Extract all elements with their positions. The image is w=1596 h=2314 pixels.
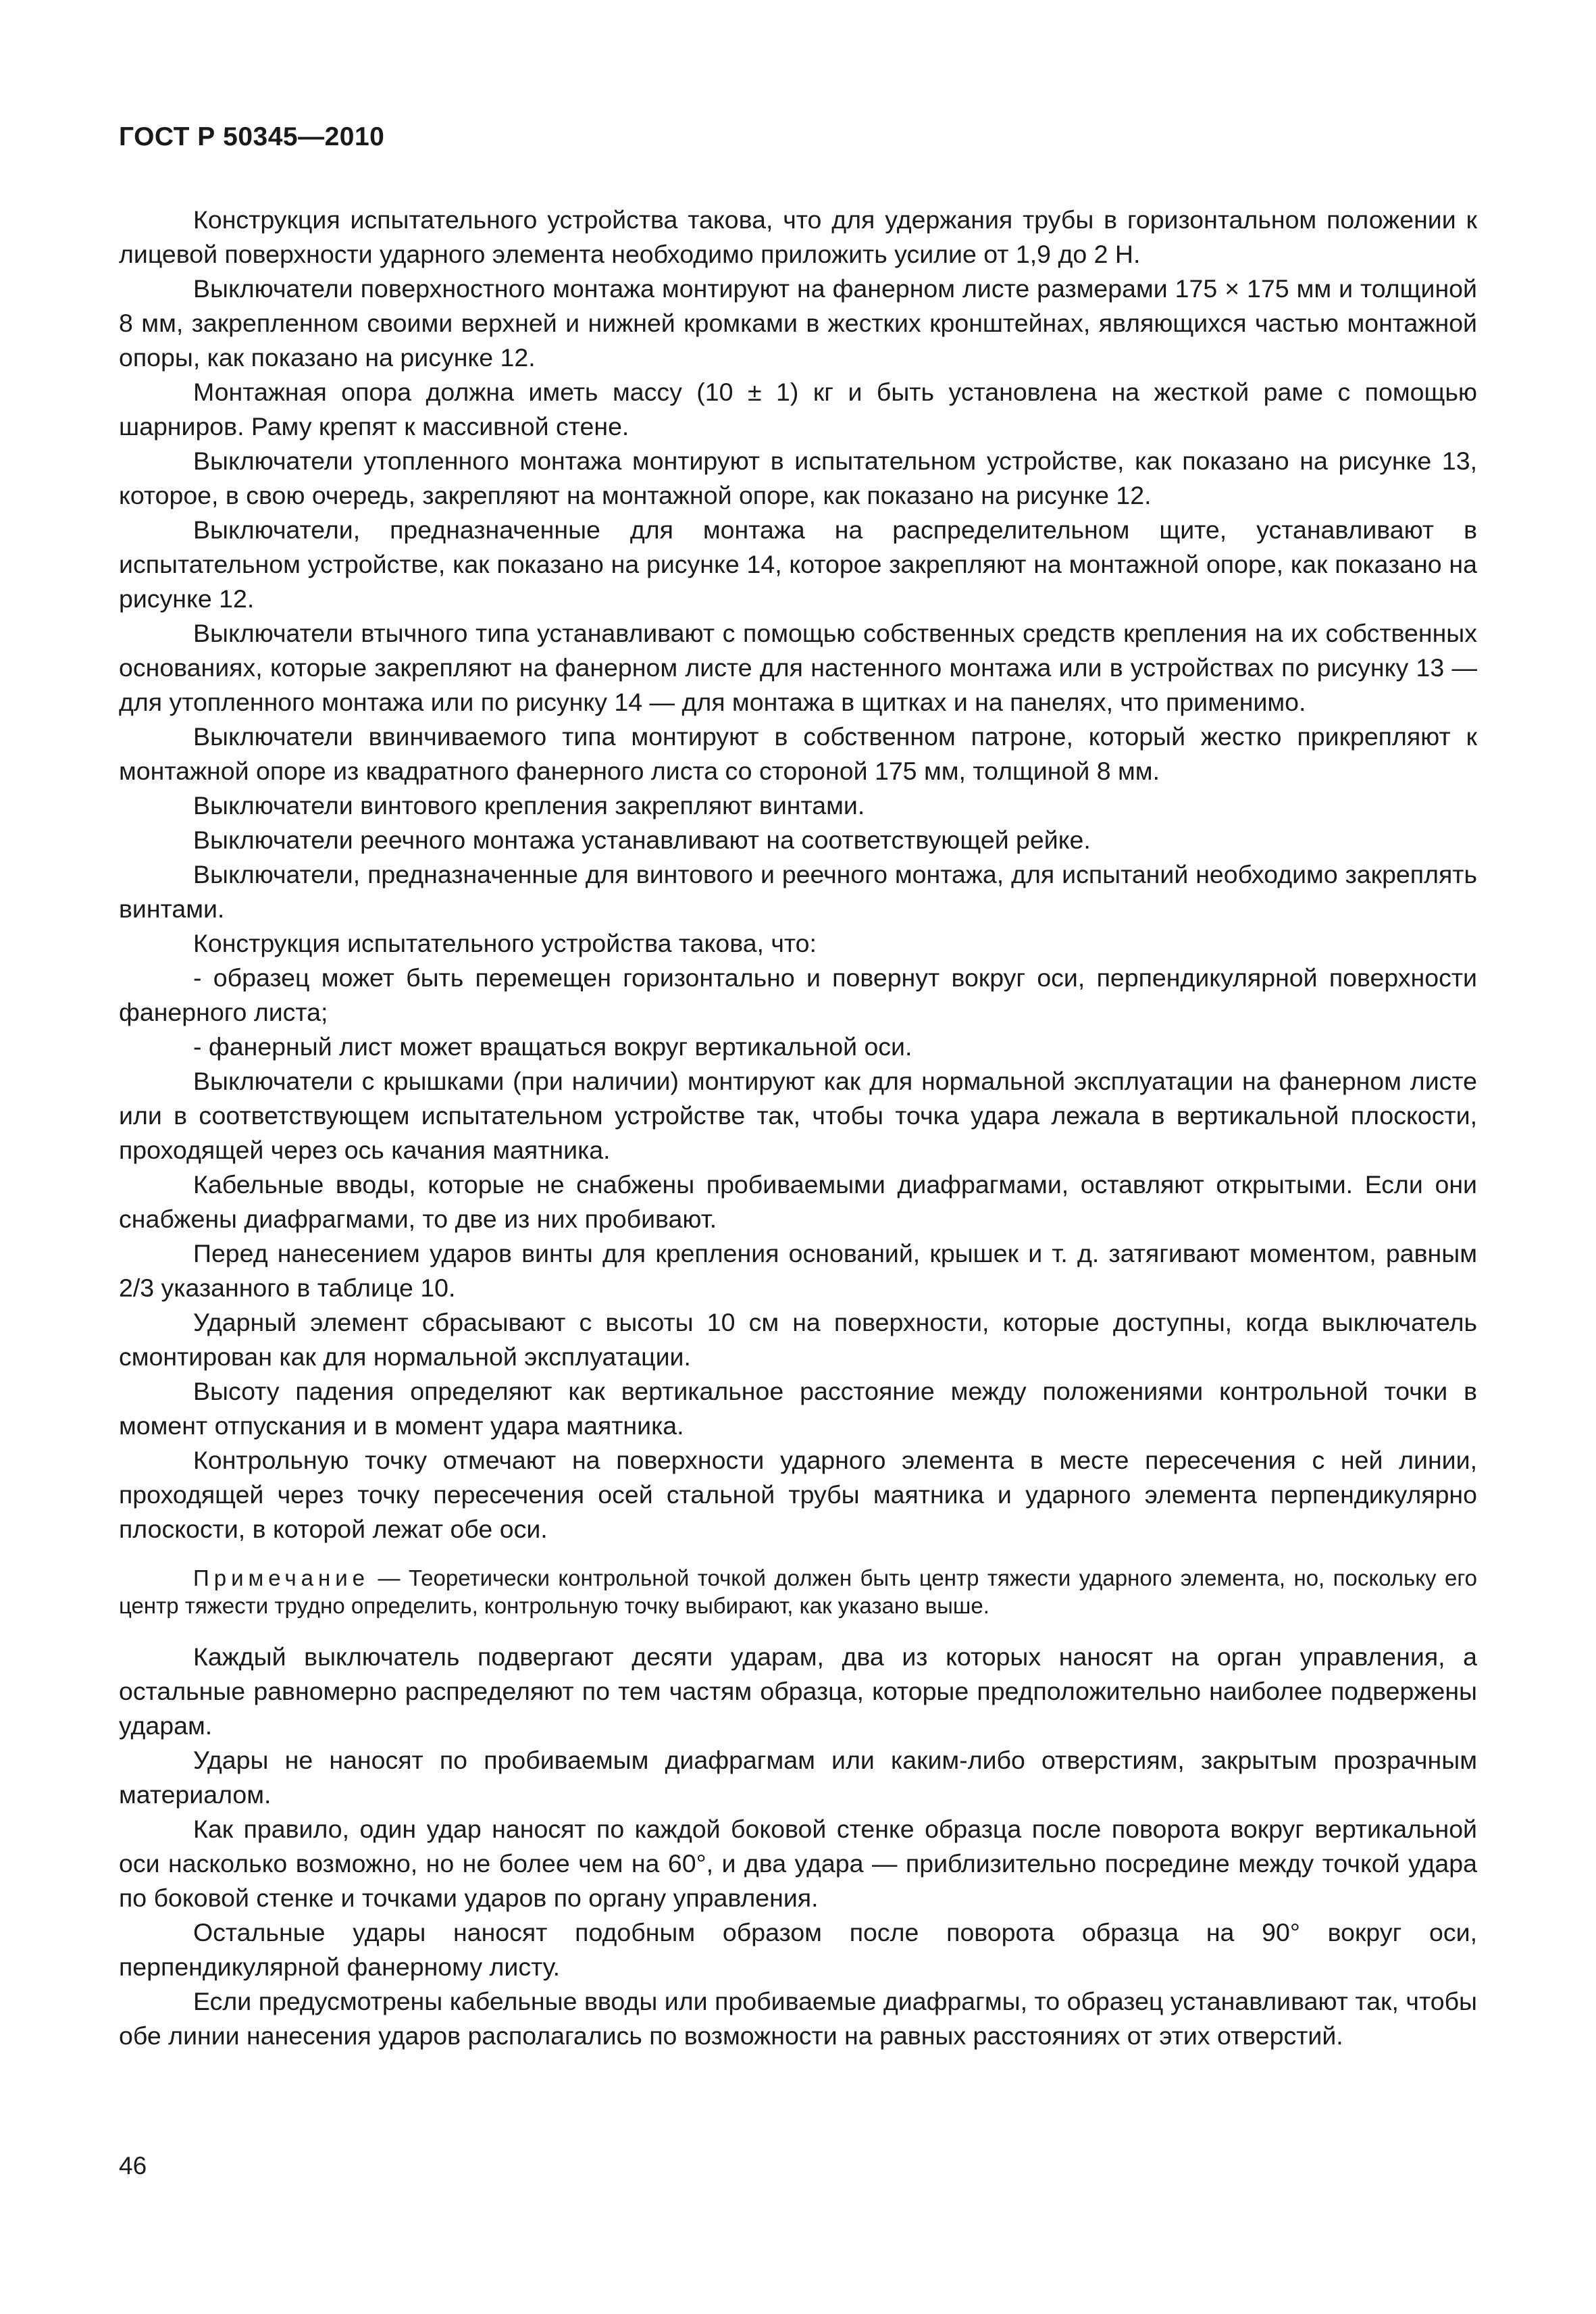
paragraph: Высоту падения определяют как вертикальное расстояние между положениями контрольной точки в момент отпускания и в момент удара маятника. (119, 1377, 1477, 1440)
paragraph: Выключатели ввинчиваемого типа монтируют в собственном патроне, который жестко прикрепляют к монтажной опоре из квадратного фанерного листа со стороной 175 мм, толщиной 8 мм. (119, 722, 1477, 785)
paragraph: Выключатели, предназначенные для винтового и реечного монтажа, для испытаний необходимо закреплять винтами. (119, 860, 1477, 923)
list-item: - фанерный лист может вращаться вокруг вертикальной оси. (193, 1032, 912, 1061)
paragraph: Монтажная опора должна иметь массу (10 ± 1) кг и быть установлена на жесткой раме с помощью шарниров. Раму крепят к массивной стене. (119, 378, 1477, 441)
paragraph: Ударный элемент сбрасывают с высоты 10 см на поверхности, которые доступны, когда выключатель смонтирован как для нормальной эксплуатации. (119, 1308, 1477, 1371)
note-text: — Теоретически контрольной точкой должен быть центр тяжести ударного элемента, но, поскольку его центр тяжести трудно определить, контрольную точку выбирают, как указано выше. (119, 1565, 1477, 1618)
paragraph: Контрольную точку отмечают на поверхности ударного элемента в месте пересечения с ней линии, проходящей через точку пересечения осей стальной трубы маятника и ударного элемента перпендикулярно плоскости, в которой лежат обе оси. (119, 1446, 1477, 1543)
body-text (119, 203, 1477, 2053)
paragraph: Каждый выключатель подвергают десяти ударам, два из которых наносят на орган управления, а остальные равномерно распределяют по тем частям образца, которые предположительно наиболее подвержены ударам. (119, 1642, 1477, 1740)
paragraph: Выключатели поверхностного монтажа монтируют на фанерном листе размерами 175 × 175 мм и толщиной 8 мм, закрепленном своими верхней и нижней кромками в жестких кронштейнах, являющихся частью монтажной опоры, как показано на рисунке 12. (119, 274, 1477, 372)
paragraph: Выключатели втычного типа устанавливают с помощью собственных средств крепления на их собственных основаниях, которые закрепляют на фанерном листе для настенного монтажа или в устройствах по рисунку 13 — для утопленного монтажа или по рисунку 14 — для монтажа в щитках и на панелях, что применимо. (119, 619, 1477, 716)
paragraph: Конструкция испытательного устройства такова, что для удержания трубы в горизонтальном положении к лицевой поверхности ударного элемента необходимо приложить усилие от 1,9 до 2 Н. (119, 205, 1477, 268)
paragraph: Удары не наносят по пробиваемым диафрагмам или каким-либо отверстиям, закрытым прозрачным материалом. (119, 1746, 1477, 1809)
paragraph: Выключатели утопленного монтажа монтируют в испытательном устройстве, как показано на рисунке 13, которое, в свою очередь, закрепляют на монтажной опоре, как показано на рисунке 12. (119, 447, 1477, 509)
paragraph: Конструкция испытательного устройства такова, что: (193, 929, 817, 957)
paragraph: Остальные удары наносят подобным образом после поворота образца на 90° вокруг оси, перпендикулярной фанерному листу. (119, 1918, 1477, 1981)
paragraph: Выключатели с крышками (при наличии) монтируют как для нормальной эксплуатации на фанерном листе или в соответствующем испытательном устройстве так, чтобы точка удара лежала в вертикальной плоскости, проходящей через ось качания маятника. (119, 1067, 1477, 1164)
page-number: 46 (119, 2152, 147, 2180)
note (119, 1564, 1477, 1619)
paragraph: Выключатели, предназначенные для монтажа на распределительном щите, устанавливают в испытательном устройстве, как показано на рисунке 14, которое закрепляют на монтажной опоре, как показано на рисунке 12. (119, 515, 1477, 613)
paragraph: Если предусмотрены кабельные вводы или пробиваемые диафрагмы, то образец устанавливают так, чтобы обе линии нанесения ударов располагались по возможности на равных расстояниях от этих отверстий. (119, 1987, 1477, 2050)
list-item: - образец может быть перемещен горизонтально и повернут вокруг оси, перпендикулярной поверхности фанерного листа; (119, 963, 1477, 1026)
paragraph: Выключатели винтового крепления закрепляют винтами. (193, 791, 865, 820)
paragraph: Кабельные вводы, которые не снабжены пробиваемыми диафрагмами, оставляют открытыми. Если они снабжены диафрагмами, то две из них пробивают. (119, 1170, 1477, 1233)
paragraph: Перед нанесением ударов винты для крепления оснований, крышек и т. д. затягивают моментом, равным 2/3 указанного в таблице 10. (119, 1239, 1477, 1302)
note-label: Примечание (193, 1565, 370, 1590)
paragraph: Выключатели реечного монтажа устанавливают на соответствующей рейке. (193, 826, 1091, 854)
paragraph: Как правило, один удар наносят по каждой боковой стенке образца после поворота вокруг вертикальной оси насколько возможно, но не более чем на 60°, и два удара — приблизительно посредине между точкой удара по боковой стенке и точками ударов по органу управления. (119, 1815, 1477, 1912)
standard-code-header: ГОСТ Р 50345—2010 (119, 122, 385, 151)
